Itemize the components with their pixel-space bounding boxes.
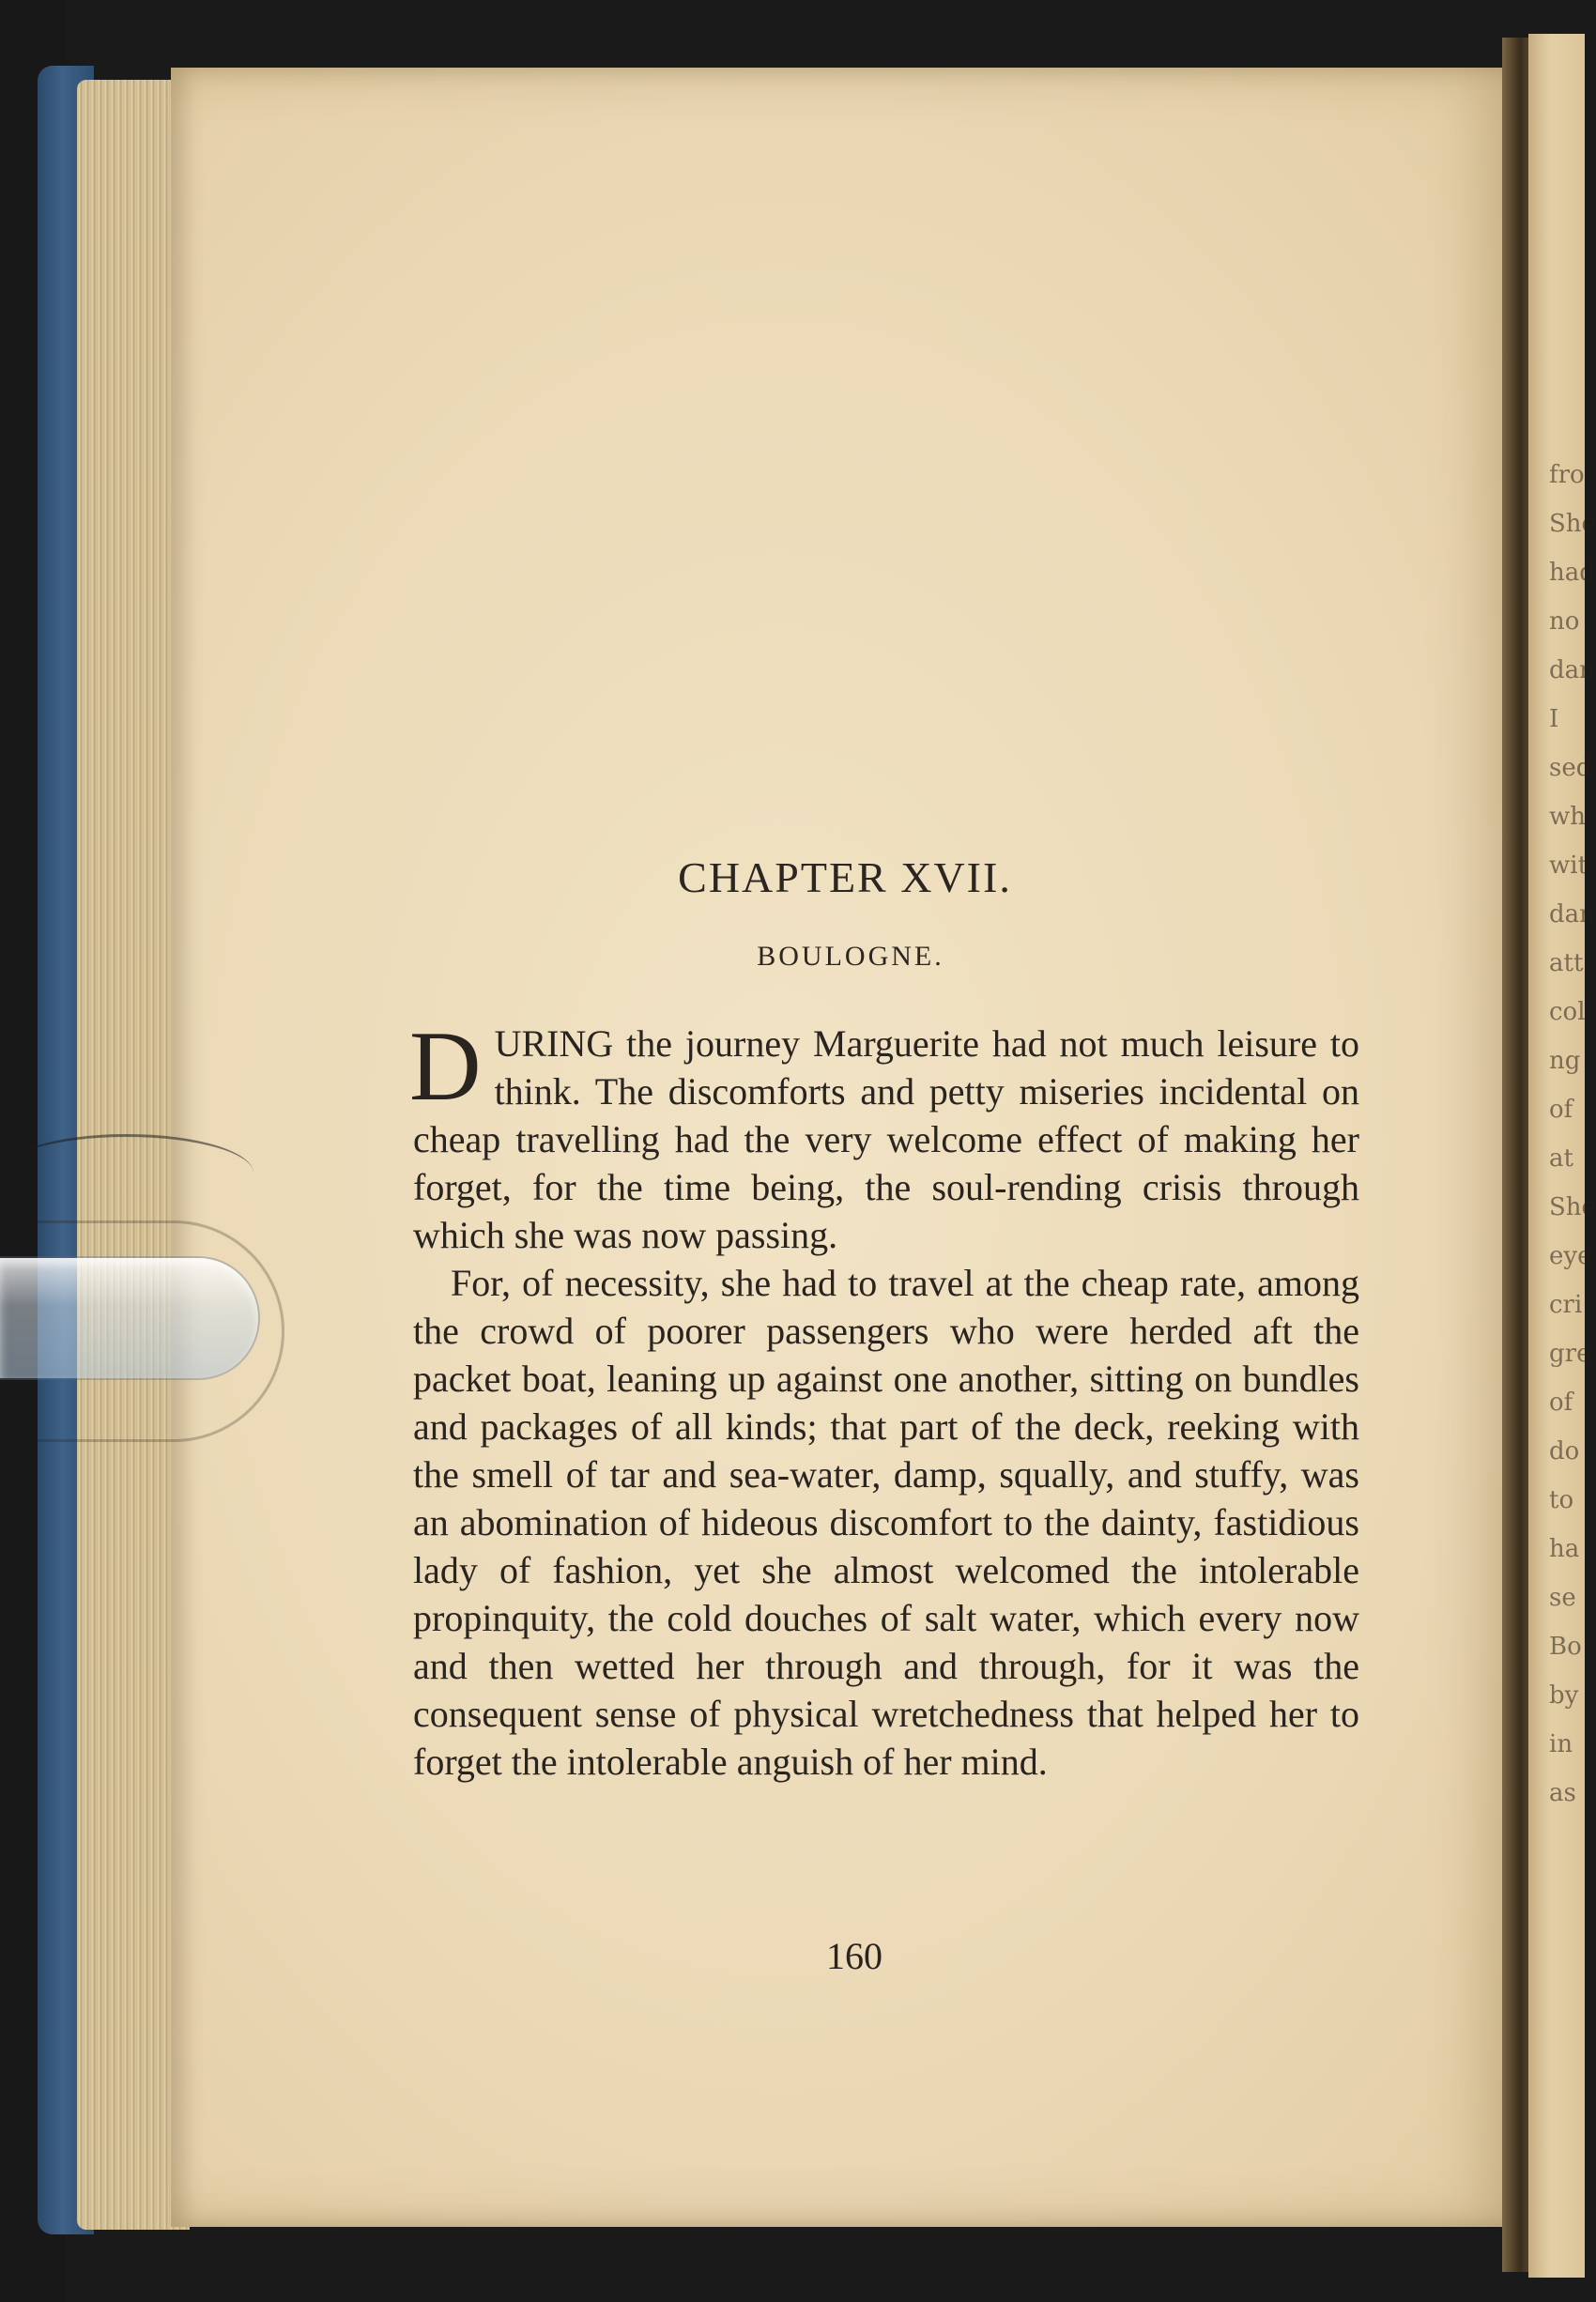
- facing-page-fragment: of: [1549, 1389, 1573, 1417]
- facing-page-fragment: wh: [1549, 803, 1586, 831]
- facing-page-fragment: sed: [1549, 754, 1592, 782]
- facing-page-fragment: ng: [1549, 1047, 1581, 1075]
- facing-page-fragment: She: [1549, 510, 1596, 538]
- paragraph-2: For, of necessity, she had to travel at the cheap rate, among the crowd of poorer passengers who were herded aft the packet boat, leaning up against one another, sitting on bundles and packages of all kinds; that part of the deck, reeking with the smell of tar and sea-water, damp, squally, and stuffy, was an abomination of hideous discomfort to the dainty, fastidious lady of fashion, yet she almost welcomed the intolerable propinquity, the cold douches of salt water, which every now and then wetted her through and through, for it was the consequent sense of physical wretchedness that helped her to forget the intolerable anguish of her mind.: [413, 1262, 1359, 1783]
- chapter-subtitle: BOULOGNE.: [757, 941, 944, 972]
- facing-page-fragment: of: [1549, 1096, 1573, 1124]
- facing-page-fragment: at: [1549, 1144, 1573, 1173]
- chapter-title: CHAPTER XVII.: [678, 853, 1012, 901]
- facing-page-fragment: do: [1549, 1437, 1580, 1466]
- facing-page-fragment: wit: [1549, 852, 1588, 880]
- drop-cap: D: [409, 1011, 482, 1121]
- facing-page-fragment: in: [1549, 1730, 1573, 1758]
- paragraph-1-text: URING the journey Marguerite had not much leisure to think. The discomforts and petty miseries incidental on cheap travelling had the very welcome effect of making her forget, for the time being, the soul-rending crisis through which she was now passing.: [413, 1022, 1359, 1256]
- show-through-text: [394, 366, 1361, 412]
- paragraph-1: [409, 1011, 1359, 1259]
- facing-page-fragment: col: [1549, 998, 1586, 1026]
- facing-page-fragment: dan: [1549, 900, 1595, 928]
- facing-page-text: [1549, 451, 1596, 1818]
- facing-page-fragment: fro: [1549, 461, 1585, 489]
- page-number: 160: [826, 1935, 882, 1977]
- facing-page-fragment: She: [1549, 1193, 1596, 1221]
- facing-page-fragment: eye: [1549, 1242, 1592, 1270]
- bookmark-ribbon: [0, 1134, 253, 1212]
- facing-page-fragment: se: [1549, 1584, 1576, 1612]
- facing-page-fragment: no: [1549, 607, 1580, 636]
- facing-page-fragment: dan: [1549, 656, 1595, 684]
- facing-page-fragment: as: [1549, 1779, 1576, 1807]
- chapter-body: [409, 1011, 1359, 1786]
- facing-page-fragment: Bo: [1549, 1633, 1582, 1661]
- facing-page-fragment: I: [1549, 705, 1559, 733]
- facing-page-fragment: to: [1549, 1486, 1574, 1514]
- facing-page-fragment: gre: [1549, 1340, 1591, 1368]
- facing-page-fragment: cri: [1549, 1291, 1583, 1319]
- facing-page-fragment: by: [1549, 1681, 1579, 1710]
- facing-page-fragment: had: [1549, 559, 1595, 587]
- facing-page-fragment: ha: [1549, 1535, 1580, 1563]
- facing-page-fragment: att: [1549, 949, 1584, 977]
- plastic-bookmark: [0, 1258, 258, 1378]
